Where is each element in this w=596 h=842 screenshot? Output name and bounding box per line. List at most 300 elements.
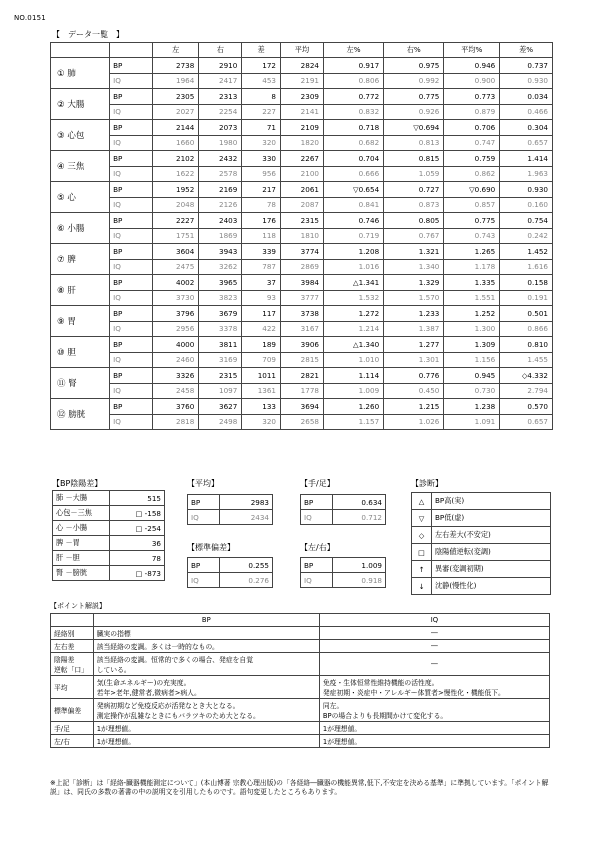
- yinyang-row: [53, 521, 165, 536]
- hand-foot-iq-row: [301, 510, 386, 525]
- table-cell: 3169: [199, 352, 242, 368]
- explanation-label: 経絡別: [51, 627, 94, 640]
- row-type: IQ: [110, 321, 153, 337]
- table-cell: 0.466: [500, 104, 553, 120]
- table-cell: 0.682: [323, 135, 383, 151]
- explanation-label: 平均: [51, 676, 94, 699]
- table-cell: 3777: [280, 290, 323, 306]
- row-type: IQ: [110, 414, 153, 430]
- table-cell: 1.009: [323, 383, 383, 399]
- diagnosis-symbol: △: [412, 493, 432, 510]
- table-cell: 2432: [199, 151, 242, 167]
- table-row: [51, 290, 553, 306]
- table-cell: 320: [242, 135, 281, 151]
- column-header: 右: [199, 43, 242, 58]
- table-cell: 1.114: [323, 368, 383, 384]
- table-row: [51, 383, 553, 399]
- table-cell: 2087: [280, 197, 323, 213]
- table-row: [51, 321, 553, 337]
- hand-foot-table: [300, 494, 386, 525]
- table-cell: 2061: [280, 182, 323, 198]
- table-cell: 2191: [280, 73, 323, 89]
- table-cell: 1.214: [323, 321, 383, 337]
- table-cell: 1.265: [444, 244, 500, 260]
- table-cell: 2309: [280, 89, 323, 105]
- table-cell: 93: [242, 290, 281, 306]
- organ-label: ⑫ 膀胱: [51, 399, 110, 430]
- explanation-bp: 1が理想値。: [93, 722, 319, 735]
- explanation-title: 【ポイント解説】: [50, 602, 106, 610]
- table-cell: ▽0.694: [384, 120, 444, 136]
- table-cell: △1.341: [323, 275, 383, 291]
- organ-label: ② 大腸: [51, 89, 110, 120]
- table-cell: 0.704: [323, 151, 383, 167]
- table-cell: 2475: [153, 259, 199, 275]
- table-cell: 2027: [153, 104, 199, 120]
- std-title: 【標準偏差】: [187, 543, 235, 552]
- table-cell: 0.776: [384, 368, 444, 384]
- diagnosis-text: 陰陽値逆転(変調): [431, 544, 550, 561]
- table-cell: 0.191: [500, 290, 553, 306]
- average-title: 【平均】: [187, 479, 219, 488]
- explanation-label: 陰陽差 逆転「口」: [51, 653, 94, 676]
- column-header: [110, 43, 153, 58]
- data-list-title: 【 データ一覧 】: [52, 30, 124, 39]
- organ-label: ⑧ 肝: [51, 275, 110, 306]
- table-cell: 0.666: [323, 166, 383, 182]
- table-cell: 0.719: [323, 228, 383, 244]
- table-row: [51, 414, 553, 430]
- explanation-header-bp: BP: [93, 614, 319, 627]
- row-type: BP: [110, 306, 153, 322]
- table-cell: 1.156: [444, 352, 500, 368]
- table-cell: 1.178: [444, 259, 500, 275]
- table-cell: 2141: [280, 104, 323, 120]
- table-cell: 1.233: [384, 306, 444, 322]
- table-cell: 339: [242, 244, 281, 260]
- row-type: BP: [110, 58, 153, 74]
- row-type: BP: [110, 368, 153, 384]
- explanation-iq: 同左。 BPの場合よりも長期間かけて変化する。: [319, 699, 549, 722]
- table-cell: 4000: [153, 337, 199, 353]
- table-cell: 3774: [280, 244, 323, 260]
- table-cell: 176: [242, 213, 281, 229]
- table-cell: 8: [242, 89, 281, 105]
- std-iq-row: [188, 573, 273, 588]
- table-cell: 1.010: [323, 352, 383, 368]
- table-row: [51, 182, 553, 198]
- table-cell: 3823: [199, 290, 242, 306]
- table-cell: 0.034: [500, 89, 553, 105]
- diagnosis-row: [412, 493, 551, 510]
- table-cell: 1778: [280, 383, 323, 399]
- table-cell: 0.805: [384, 213, 444, 229]
- explanation-row: [51, 699, 550, 722]
- row-type: BP: [110, 337, 153, 353]
- average-iq-value: 2434: [219, 510, 272, 525]
- table-cell: 0.727: [384, 182, 444, 198]
- std-bp-row: [188, 558, 273, 573]
- table-cell: △1.340: [323, 337, 383, 353]
- average-bp-row: [188, 495, 273, 510]
- table-cell: 0.759: [444, 151, 500, 167]
- average-bp-value: 2983: [219, 495, 272, 510]
- table-cell: 3604: [153, 244, 199, 260]
- table-cell: 0.570: [500, 399, 553, 415]
- table-cell: 1.215: [384, 399, 444, 415]
- hand-foot-title: 【手/足】: [300, 479, 335, 488]
- table-cell: ▽0.690: [444, 182, 500, 198]
- iq-label: IQ: [301, 510, 333, 525]
- table-cell: 2578: [199, 166, 242, 182]
- table-cell: 0.767: [384, 228, 444, 244]
- table-cell: 2417: [199, 73, 242, 89]
- table-cell: 2315: [280, 213, 323, 229]
- explanation-header-iq: IQ: [319, 614, 549, 627]
- iq-label: IQ: [188, 573, 220, 588]
- table-cell: 787: [242, 259, 281, 275]
- explanation-row: [51, 627, 550, 640]
- column-header: 右%: [384, 43, 444, 58]
- table-cell: 330: [242, 151, 281, 167]
- bp-label: BP: [301, 495, 333, 510]
- table-cell: 172: [242, 58, 281, 74]
- organ-label: ⑨ 胃: [51, 306, 110, 337]
- column-header: 左: [153, 43, 199, 58]
- table-cell: 3738: [280, 306, 323, 322]
- yinyang-row: [53, 491, 165, 506]
- explanation-row: [51, 722, 550, 735]
- table-cell: 0.242: [500, 228, 553, 244]
- row-type: IQ: [110, 352, 153, 368]
- yinyang-value: □ -873: [110, 566, 165, 581]
- table-cell: 2100: [280, 166, 323, 182]
- table-cell: 1810: [280, 228, 323, 244]
- organ-label: ⑥ 小腸: [51, 213, 110, 244]
- row-type: IQ: [110, 383, 153, 399]
- left-right-iq-row: [301, 573, 386, 588]
- explanation-label: 標準偏差: [51, 699, 94, 722]
- table-cell: 2305: [153, 89, 199, 105]
- table-cell: 0.975: [384, 58, 444, 74]
- table-cell: 71: [242, 120, 281, 136]
- table-cell: 0.917: [323, 58, 383, 74]
- table-row: [51, 120, 553, 136]
- table-row: [51, 197, 553, 213]
- table-cell: 0.810: [500, 337, 553, 353]
- table-cell: 1660: [153, 135, 199, 151]
- explanation-row: [51, 653, 550, 676]
- diagnosis-symbol: ◇: [412, 527, 432, 544]
- table-cell: 1.059: [384, 166, 444, 182]
- table-cell: 2073: [199, 120, 242, 136]
- std-bp-value: 0.255: [219, 558, 272, 573]
- table-row: [51, 306, 553, 322]
- table-cell: 0.772: [323, 89, 383, 105]
- table-cell: 1964: [153, 73, 199, 89]
- table-cell: 2126: [199, 197, 242, 213]
- table-cell: 2102: [153, 151, 199, 167]
- table-cell: 0.746: [323, 213, 383, 229]
- diagnosis-symbol: ↓: [412, 578, 432, 595]
- table-cell: 2458: [153, 383, 199, 399]
- diagnosis-text: 異審(変調初期): [431, 561, 550, 578]
- table-cell: 1.309: [444, 337, 500, 353]
- explanation-row: [51, 735, 550, 748]
- table-row: [51, 399, 553, 415]
- table-cell: 3730: [153, 290, 199, 306]
- table-row: [51, 244, 553, 260]
- yinyang-label: 腎 －膀胱: [53, 566, 110, 581]
- table-cell: 0.743: [444, 228, 500, 244]
- footnote: ※上記「診断」は「経絡-臓器機能測定について」(本山博著 宗教心理出版)の「各経絡―臓器の機能異常,低下,不安定を決める基準」に準拠しています。「ポイント解説」は、同氏の多数の著書の中の説明文を引用したものです。語句変更したところもあります。: [50, 779, 549, 796]
- table-cell: 422: [242, 321, 281, 337]
- table-row: [51, 151, 553, 167]
- table-cell: 0.747: [444, 135, 500, 151]
- table-cell: 227: [242, 104, 281, 120]
- table-cell: 1952: [153, 182, 199, 198]
- table-cell: 1980: [199, 135, 242, 151]
- table-cell: 1.260: [323, 399, 383, 415]
- row-type: IQ: [110, 73, 153, 89]
- explanation-bp: 発病初期など免疫反応が活発なとき大となる。 測定操作が乱雑なときにもバラツキのため大となる。: [93, 699, 319, 722]
- yinyang-label: 肺 －大腸: [53, 491, 110, 506]
- diagnosis-row: [412, 578, 551, 595]
- table-cell: 2910: [199, 58, 242, 74]
- data-table: [50, 42, 553, 430]
- table-cell: 2658: [280, 414, 323, 430]
- yinyang-value: □ -158: [110, 506, 165, 521]
- organ-label: ⑪ 腎: [51, 368, 110, 399]
- explanation-label: 手/足: [51, 722, 94, 735]
- average-iq-row: [188, 510, 273, 525]
- bp-label: BP: [188, 495, 220, 510]
- row-type: IQ: [110, 228, 153, 244]
- explanation-iq: ―: [319, 653, 549, 676]
- table-cell: 0.304: [500, 120, 553, 136]
- table-cell: 0.866: [500, 321, 553, 337]
- table-cell: 1.300: [444, 321, 500, 337]
- table-cell: 2403: [199, 213, 242, 229]
- row-type: BP: [110, 213, 153, 229]
- table-row: [51, 213, 553, 229]
- table-cell: 1.321: [384, 244, 444, 260]
- diagnosis-text: BP高(実): [431, 493, 550, 510]
- yinyang-row: [53, 506, 165, 521]
- table-cell: 320: [242, 414, 281, 430]
- iq-label: IQ: [301, 573, 333, 588]
- row-type: IQ: [110, 290, 153, 306]
- organ-label: ⑦ 脾: [51, 244, 110, 275]
- yinyang-label: 心 －小腸: [53, 521, 110, 536]
- explanation-bp: 臓実の指標: [93, 627, 319, 640]
- table-cell: 3760: [153, 399, 199, 415]
- diagnosis-symbol: ▽: [412, 510, 432, 527]
- table-cell: 0.706: [444, 120, 500, 136]
- table-row: [51, 166, 553, 182]
- explanation-row: [51, 676, 550, 699]
- table-cell: 3167: [280, 321, 323, 337]
- yinyang-label: 心包－三焦: [53, 506, 110, 521]
- table-cell: 2227: [153, 213, 199, 229]
- table-cell: 0.900: [444, 73, 500, 89]
- std-table: [187, 557, 273, 588]
- table-cell: 1.551: [444, 290, 500, 306]
- table-cell: 2869: [280, 259, 323, 275]
- table-cell: 1.016: [323, 259, 383, 275]
- table-cell: 1820: [280, 135, 323, 151]
- column-header: 差%: [500, 43, 553, 58]
- row-type: IQ: [110, 104, 153, 120]
- table-cell: 0.945: [444, 368, 500, 384]
- table-cell: 117: [242, 306, 281, 322]
- table-cell: 1.452: [500, 244, 553, 260]
- column-header: 平均%: [444, 43, 500, 58]
- row-type: BP: [110, 182, 153, 198]
- yinyang-table: [52, 490, 165, 581]
- diagnosis-symbol: □: [412, 544, 432, 561]
- table-row: [51, 73, 553, 89]
- table-cell: 3811: [199, 337, 242, 353]
- diagnosis-row: [412, 544, 551, 561]
- table-cell: 2956: [153, 321, 199, 337]
- table-cell: 0.158: [500, 275, 553, 291]
- row-type: BP: [110, 120, 153, 136]
- yinyang-title: 【BP陰陽差】: [52, 479, 103, 488]
- table-cell: 0.160: [500, 197, 553, 213]
- table-cell: 1622: [153, 166, 199, 182]
- yinyang-value: □ -254: [110, 521, 165, 536]
- table-cell: 2815: [280, 352, 323, 368]
- yinyang-value: 36: [110, 536, 165, 551]
- table-row: [51, 228, 553, 244]
- table-cell: 1.277: [384, 337, 444, 353]
- table-cell: 1361: [242, 383, 281, 399]
- std-iq-value: 0.276: [219, 573, 272, 588]
- diagnosis-title: 【診断】: [411, 479, 443, 488]
- table-row: [51, 259, 553, 275]
- table-cell: 3326: [153, 368, 199, 384]
- diagnosis-text: 左右差大(不安定): [431, 527, 550, 544]
- diagnosis-row: [412, 510, 551, 527]
- document-number: NO.0151: [14, 14, 46, 22]
- table-cell: 189: [242, 337, 281, 353]
- table-cell: 1.026: [384, 414, 444, 430]
- table-cell: 1.616: [500, 259, 553, 275]
- column-header: [51, 43, 110, 58]
- table-cell: 0.930: [500, 182, 553, 198]
- table-row: [51, 58, 553, 74]
- yinyang-row: [53, 566, 165, 581]
- table-cell: 3679: [199, 306, 242, 322]
- yinyang-label: 脾 －胃: [53, 536, 110, 551]
- table-cell: 2254: [199, 104, 242, 120]
- row-type: IQ: [110, 166, 153, 182]
- table-cell: 0.815: [384, 151, 444, 167]
- table-cell: 1.570: [384, 290, 444, 306]
- table-cell: 2109: [280, 120, 323, 136]
- table-cell: 4002: [153, 275, 199, 291]
- diagnosis-symbol: ↑: [412, 561, 432, 578]
- yinyang-row: [53, 536, 165, 551]
- table-cell: 2460: [153, 352, 199, 368]
- table-cell: 709: [242, 352, 281, 368]
- table-cell: 3262: [199, 259, 242, 275]
- table-cell: 1.157: [323, 414, 383, 430]
- left-right-bp-value: 1.009: [332, 558, 385, 573]
- table-cell: 1.387: [384, 321, 444, 337]
- row-type: IQ: [110, 259, 153, 275]
- table-cell: 118: [242, 228, 281, 244]
- explanation-bp: 該当経絡の変調。恒常的で多くの場合、発症を自覚 している。: [93, 653, 319, 676]
- table-cell: 1751: [153, 228, 199, 244]
- diagnosis-text: BP低(虚): [431, 510, 550, 527]
- row-type: BP: [110, 151, 153, 167]
- table-cell: 956: [242, 166, 281, 182]
- table-cell: 3984: [280, 275, 323, 291]
- table-cell: 217: [242, 182, 281, 198]
- table-cell: 2.794: [500, 383, 553, 399]
- table-header: [51, 43, 553, 58]
- table-row: [51, 104, 553, 120]
- explanation-bp: 1が理想値。: [93, 735, 319, 748]
- table-cell: ▽0.654: [323, 182, 383, 198]
- hand-foot-bp-value: 0.634: [332, 495, 385, 510]
- table-cell: 0.754: [500, 213, 553, 229]
- table-cell: 2313: [199, 89, 242, 105]
- row-type: IQ: [110, 135, 153, 151]
- iq-label: IQ: [188, 510, 220, 525]
- table-cell: 0.926: [384, 104, 444, 120]
- explanation-iq: ―: [319, 627, 549, 640]
- table-cell: 453: [242, 73, 281, 89]
- diagnosis-row: [412, 527, 551, 544]
- table-cell: ◇4.332: [500, 368, 553, 384]
- organ-label: ⑩ 胆: [51, 337, 110, 368]
- row-type: IQ: [110, 197, 153, 213]
- explanation-table: [50, 613, 550, 748]
- table-cell: 37: [242, 275, 281, 291]
- table-cell: 1.340: [384, 259, 444, 275]
- table-cell: 2169: [199, 182, 242, 198]
- table-cell: 0.813: [384, 135, 444, 151]
- table-cell: 1.252: [444, 306, 500, 322]
- table-cell: 0.657: [500, 414, 553, 430]
- table-cell: 0.657: [500, 135, 553, 151]
- table-row: [51, 89, 553, 105]
- explanation-header: [51, 614, 550, 627]
- table-cell: 0.946: [444, 58, 500, 74]
- hand-foot-bp-row: [301, 495, 386, 510]
- table-cell: 2821: [280, 368, 323, 384]
- table-cell: 1.208: [323, 244, 383, 260]
- table-cell: 1011: [242, 368, 281, 384]
- table-cell: 0.730: [444, 383, 500, 399]
- table-cell: 133: [242, 399, 281, 415]
- table-row: [51, 275, 553, 291]
- table-row: [51, 135, 553, 151]
- table-cell: 2267: [280, 151, 323, 167]
- table-cell: 2824: [280, 58, 323, 74]
- row-type: BP: [110, 399, 153, 415]
- table-cell: 1.272: [323, 306, 383, 322]
- table-cell: 0.841: [323, 197, 383, 213]
- table-cell: 0.806: [323, 73, 383, 89]
- left-right-iq-value: 0.918: [332, 573, 385, 588]
- table-cell: 3906: [280, 337, 323, 353]
- table-cell: 0.857: [444, 197, 500, 213]
- table-cell: 0.992: [384, 73, 444, 89]
